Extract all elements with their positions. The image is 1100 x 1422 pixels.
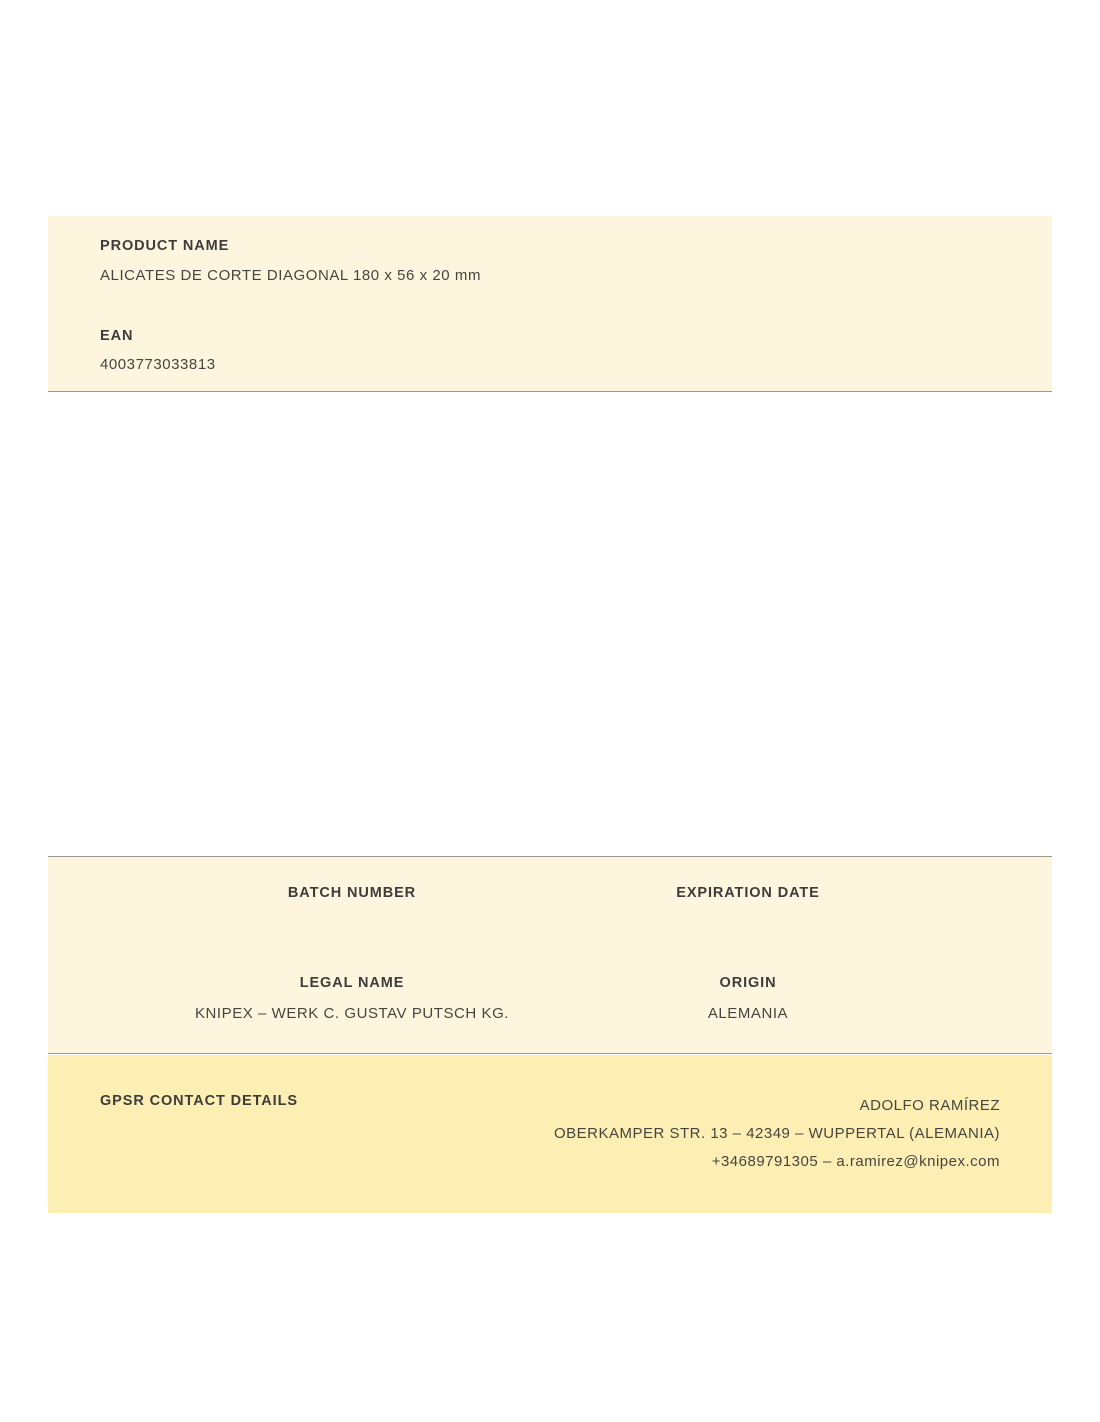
origin-value: ALEMANIA <box>707 1005 789 1022</box>
gpsr-contact-label: GPSR CONTACT DETAILS <box>100 1093 298 1109</box>
gpsr-contact-phone-email: +34689791305 – a.ramirez@knipex.com <box>711 1153 1000 1170</box>
batch-info-block <box>48 856 1052 1054</box>
product-info-block <box>48 216 1052 392</box>
origin-label: ORIGIN <box>719 975 777 991</box>
expiration-date-label: EXPIRATION DATE <box>676 885 820 901</box>
ean-label: EAN <box>100 328 134 344</box>
ean-value: 4003773033813 <box>100 356 216 373</box>
gpsr-contact-block <box>48 1055 1052 1213</box>
product-name-label: PRODUCT NAME <box>100 238 230 254</box>
batch-number-label: BATCH NUMBER <box>287 885 417 901</box>
gpsr-contact-details <box>554 1092 1000 1176</box>
gpsr-contact-address: OBERKAMPER STR. 13 – 42349 – WUPPERTAL (ALEMANIA) <box>553 1125 1000 1142</box>
legal-name-label: LEGAL NAME <box>299 975 405 991</box>
legal-name-value: KNIPEX – WERK C. GUSTAV PUTSCH KG. <box>194 1005 510 1022</box>
product-name-value: ALICATES DE CORTE DIAGONAL 180 x 56 x 20 mm <box>100 267 481 284</box>
gpsr-contact-name: ADOLFO RAMÍREZ <box>859 1097 1000 1114</box>
